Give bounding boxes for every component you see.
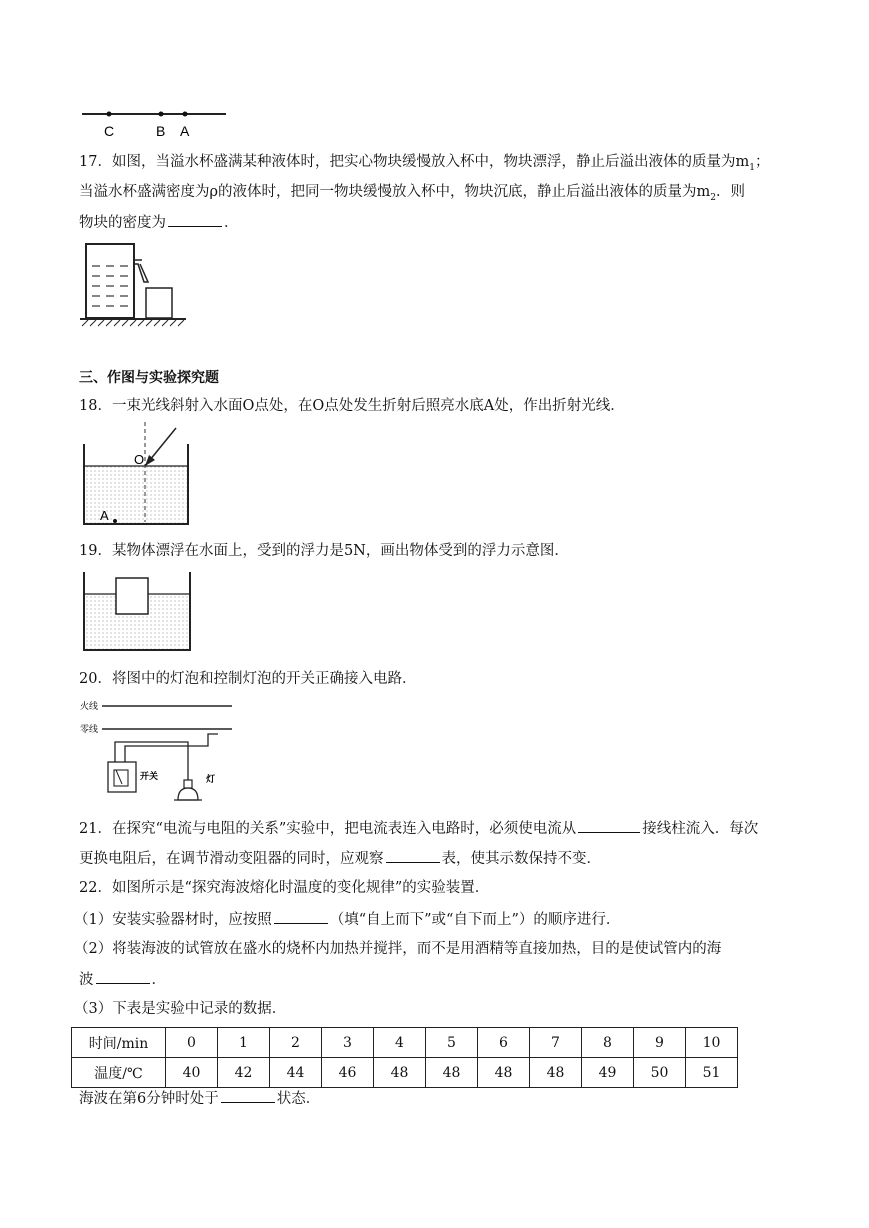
q22-blank-order[interactable] [274, 909, 328, 924]
table-cell: 48 [530, 1058, 582, 1088]
q21-line1: 21．在探究“电流与电阻的关系”实验中，把电流表连入电路时，必须使电流从 接线柱流入．每次 [79, 818, 758, 839]
temperature-header: 温度/℃ [72, 1058, 166, 1088]
q20-text: 20．将图中的灯泡和控制灯泡的开关正确接入电路． [79, 671, 417, 687]
time-header: 时间/min [72, 1028, 166, 1058]
table-cell: 4 [374, 1028, 426, 1058]
point-a-label: A [180, 123, 190, 139]
table-cell: 0 [166, 1028, 218, 1058]
table-row-time [72, 1028, 738, 1058]
section-title: 三、作图与实验探究题 [79, 370, 219, 386]
table-cell: 48 [426, 1058, 478, 1088]
table-row-temperature [72, 1058, 738, 1088]
table-cell: 46 [322, 1058, 374, 1088]
q22-part3: （3）下表是实验中记录的数据． [74, 1001, 287, 1017]
q22-final: 海波在第6分钟时处于 状态． [79, 1088, 320, 1109]
q22-title: 22．如图所示是“探究海波熔化时温度的变化规律”的实验装置． [79, 880, 490, 896]
circuit-figure [80, 696, 236, 808]
table-cell: 6 [478, 1028, 530, 1058]
table-cell: 7 [530, 1028, 582, 1058]
table-cell: 3 [322, 1028, 374, 1058]
overflow-cup-figure [80, 238, 192, 328]
table-cell: 5 [426, 1028, 478, 1058]
q22-part1: （1）安装实验器材时，应按照 （填“自上而下”或“自下而上”）的顺序进行． [74, 909, 620, 930]
q17-line1: 17．如图，当溢水杯盛满某种液体时，把实心物块缓慢放入杯中，物块漂浮，静止后溢出液体的质量为$m_1$； [79, 154, 770, 173]
q21-line2: 更换电阻后，在调节滑动变阻器的同时，应观察 表，使其示数保持不变． [79, 848, 601, 869]
table-cell: 48 [478, 1058, 530, 1088]
q18-text: 18．一束光线斜射入水面O点处，在O点处发生折射后照亮水底A处，作出折射光线． [79, 398, 625, 414]
live-wire-label: 火线 [80, 702, 99, 712]
q22-blank-state[interactable] [221, 1088, 275, 1103]
q22-part2-line2: 波 ． [79, 969, 166, 990]
switch-label: 开关 [140, 772, 159, 782]
table-cell: 50 [634, 1058, 686, 1088]
floating-object-figure [82, 572, 194, 654]
table-cell: 42 [218, 1058, 270, 1088]
q17-line3: 物块的密度为 ． [79, 212, 239, 233]
neutral-wire-label: 零线 [80, 725, 99, 735]
lamp-label: 灯 [206, 775, 216, 785]
point-c-label: C [104, 123, 115, 139]
q21-blank-terminal[interactable] [578, 818, 640, 833]
q19-text: 19．某物体漂浮在水面上，受到的浮力是5N，画出物体受到的浮力示意图． [79, 543, 569, 559]
point-b-label: B [156, 123, 166, 139]
table-cell: 2 [270, 1028, 322, 1058]
q22-blank-heating[interactable] [96, 969, 150, 984]
q22-part2-line1: （2）将装海波的试管放在盛水的烧杯内加热并搅拌，而不是用酒精等直接加热，目的是使试管内的海 [74, 941, 722, 957]
number-line-figure [80, 104, 230, 146]
table-cell: 10 [686, 1028, 738, 1058]
q17-answer-blank[interactable] [168, 212, 222, 227]
table-cell: 9 [634, 1028, 686, 1058]
table-cell: 1 [218, 1028, 270, 1058]
point-a-label-18: A [100, 508, 109, 523]
melting-data-table [71, 1027, 738, 1088]
table-cell: 40 [166, 1058, 218, 1088]
table-cell: 48 [374, 1058, 426, 1088]
q17-line2: 当溢水杯盛满密度为ρ的液体时，把同一物块缓慢放入杯中，物块沉底，静止后溢出液体的质量为$m_2$．则 [79, 184, 746, 203]
table-cell: 44 [270, 1058, 322, 1088]
point-o-label: O [134, 452, 145, 467]
refraction-figure [82, 422, 192, 528]
q21-blank-meter[interactable] [386, 848, 440, 863]
table-cell: 8 [582, 1028, 634, 1058]
table-cell: 49 [582, 1058, 634, 1088]
table-cell: 51 [686, 1058, 738, 1088]
